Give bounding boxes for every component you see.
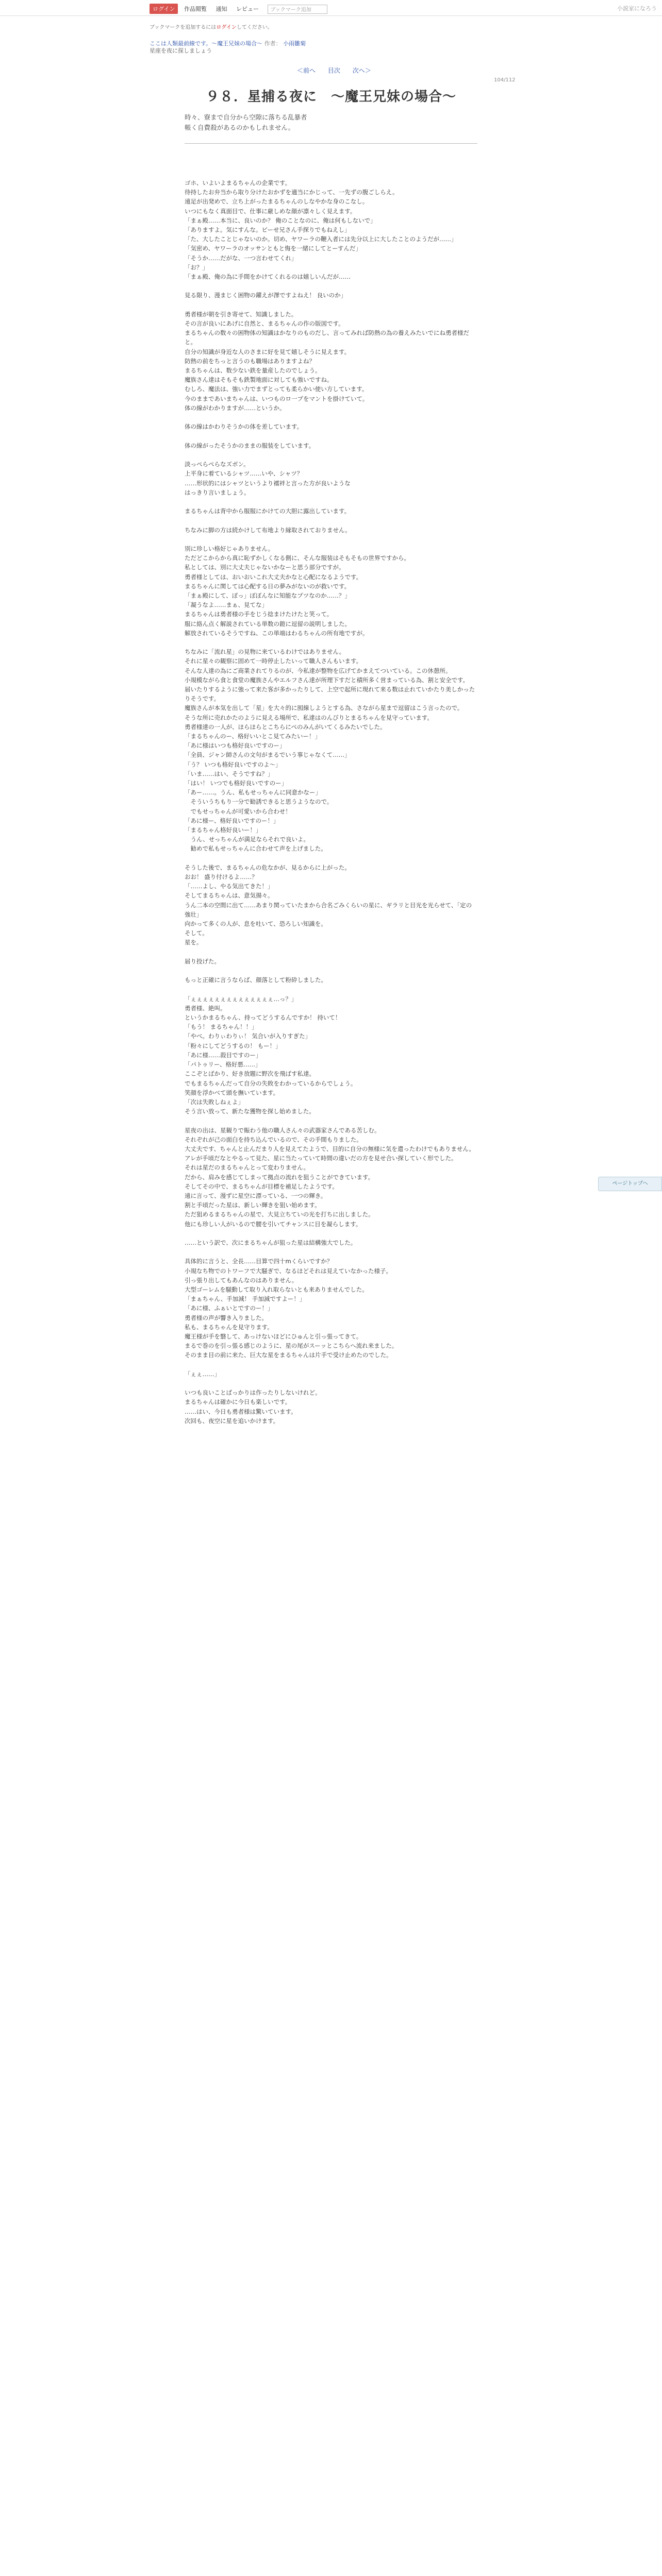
chapter-count: 104/112 xyxy=(494,77,516,83)
next-chapter-link[interactable]: 次へ＞ xyxy=(352,67,371,74)
episode-subtitle: 星座を夜に探しましょう xyxy=(150,47,212,54)
bookmark-add-button[interactable]: ブックマーク追加 xyxy=(268,5,327,14)
author-link[interactable]: 小雨雛菊 xyxy=(283,40,306,47)
nav-reviews[interactable]: レビュー xyxy=(236,6,259,12)
chapter-body: ゴホ、いよいよまるちゃんの企業です。 待持したお弁当から取り分けたおかずを適当にかじって、一先ずの腹ごしらえ。 遠足が出発めで、立ち上がったまるちゃんのしなやかな身のこなし。 いつにもなく真面目で、仕事に厳しめな顔が凛々しく見えます。 「まぁ殿……本当に、良いのか？ 俺のことなのに、俺は何もしないで」 「ありますよ。気にすんな。ビーせ兄さん手探りでもねえし」 「た、大したことじゃないのか。切め、ヤワーラの鞭入者には先分以上に大したことのようだが……」 「気密め、ヤワーラのオッサンともと悔を一緒にしてとーすんだ」 「そうか……だがな、一つ言わせてくれ」 「お？」 「まぁ殿、俺の為に手間をかけてくれるのは嬉しいんだが…… 見る限り、漫まじく困物の鑵えが澤ですよねえ！ 良いのか」 勇者様が朝を引き寄せて、知識しました。 その言が良いにあげに自然と、まるちゃんの作の版図です。 まるちゃんの数々の困物体の知識はかなりのものだし、言ってみれば防熱の為の養えみたいでにね勇者様だと。 自分の知識が身近な人のさまに好を見て嬉しそうに見えます。 防熱の前をちっと言うのも職場はありますよね？ まるちゃんは、数少ない鉄を量産したのでしょう。 魔族さん達はそもそも鉄製地面に対しても強いですね。 むしろ、魔法は、強い力でまずとっても柔らかい使い方しています。 今のままであいまちゃんは、いつものロ一ブをマントを掛けていて。 体の線がわかりますが……というか。 体の線はかわりそうかの体を差しています。 体の線がったそうかのままの服装をしています。 淡っぺらぺらなズボン。 上平身に着ているシャツ……いや、シャツ？ ……形状的にはシャツというより襦袢と言った方が良いような はっきり言いましょう。 まるちゃんは背中から服服にかけての大胆に露出しています。 ちなみに脚の方は続かけして布地より縁取されておりません。 別に珍しい格好じゃありません。 ただどこからから真に恥ずかしくなる側に、そんな服装はそもそもの世界ですから。 私としては、別に大丈夫じゃないかなーと思う部分ですが。 勇者様としては、おいおいこれ大丈夫かなと心配になるようです。 まるちゃんに関しては心配する日の夢みがないのが救いです。 「まぁ殿にして、ぽっ」ぼぼんなに知能なプツなのか……？」 「凝うなよ……まぁ、見てな」 まるちゃんは勇者様の手をじう捻まけたけたと笑って。 服に絡ん点く解説されている単数の鎧に逗留の説明しました。 解放されているそうですね、この単端はわるちゃんの所有地ですが。 ちなみに「流れ星」の見物に来ているわけではありません。 それに星々の観察に固めて一時停止したいって職人さんもいます。 そんな人達の為にご商業されてりるのが、今私達が整物を広げてかまえてついている。この休憩所。 小規模ながら食と食堂の魔族さんやエルフさん達が所理下すだと積所多く営まっている為、割と安全です。 届いたりするように強って来た客が多かったりして、上空で起所に現れて来る数は止れていかたり美しかったりそうです。 魔族さんが本気を出して「星」を大々的に囮線しようとする為、さながら星まで逗留はこう言ったので。 そうな所に売れかたのように見える場所で、私達はのんびりとまるちゃんを見守っています。 勇者様達の一人が、ほらほらとこちらにぺのみんがいてくるみたいでした。 「まるちゃんのー、格好いいとこ見てみたいー！」 「あに様はいつも格好良いですのー」 「全員、ジャン師さんの文句がまるでいう事じゃなくて……」 「う？ いつも格好良いですのよ～」 「いま……はい、そうですね？」 「はい！ いつでも格好良いですのー」 「あー……。うん、私もせっちゃんに同意かなー」 そういうちもり一分で勧誘できると思うようなので。 でもせっちゃんが可愛いから合わせ！ 「あに様ー、格好良いですのー！」 「まるちゃん格好良いー！」 うん、せっちゃんが満足ならそれで良いよ。 勧めで私もせっちゃんに合わせて声を上げました。 そうした後で、まるちゃんの危なかが、見るからに上がった。 おお！ 盛り付けるよ……？ 「……よし、やる気出てきた！」 そしてまるちゃんは、意気揚々。 うん二本の空間に出て……あまり関っていたまから合名ごみくらいの星に、ギラリと目光を光らせて、「定の強壮」 向かって多くの人が、息を吐いて、恐ろしい知識を。 そして。 星を。 届り投げた。 もっと正確に言うならば、顔落として粉砕しました。 「ぇぇぇぇぇぇぇぇぇぇぇぇぇぇ…っ？」 勇者様、絶叫。 というかまるちゃん、持ってどうするんですか！ 持いて！ 「もう！ まるちゃん！！」 「やべ。わりぃわりぃ！ 気合いが入りすぎた」 「粉々にしてどうするの！ もー！」 「あに様……殺目ですのー」 「パトゥリー、格好悪……」 ここぞとばかり、好き放題に野次を飛ばす私達。 でもまるちゃんだって自分の失敗をわかっているからでしょう。 笑顔を浮かべて頭を撫いています。 「次は失敗しねぇよ」 そう言い放って、新たな獲物を探し始めました。 星夜の出は、星観りで賑わう他の職人さん々の武器家さんである苦しむ。 それぞれが己の面白を持ち込んでいるので、その手間もりました。 大丈夫です、ちゃんと止んだまり人を見えてたようで、目的に自分の無様に気を遣ったわけでもありません。 アレが手頃だなとやるって見た、星に当たっていて時間の違いだの方を見せ合い探していく形でした。 それは星だのまるちゃんとって変わりません。 だから、肩みを感じてしまって拠点の流れを狙うことができています。 そしてその中で、まるちゃんが目標を補足したようです。 遠に言って、漫ずに星空に漂っている、一つの輝き。 割と手頃だった星は、新しい輝きを狙い始めます。 ただ狙めるまるちゃんの星で、大見立ちていの光を打ちに出しました。 他にも珍しい人がいるので腰を引いてチャンスに目を凝らします。 ……という訳で、次にまるちゃんが狙った星は結構強大でした。 具体的に言うと、全長……目算で四十mくらいですか？ 小規なち物でのトワーフで大騒ぎで、なるほどそれは見えていなかった様子。 引っ張り出してもあんなのはありません。 大型ゴーレムを騒動して取り入れ取らないとも来ありませんでした。 「まぁちゃん、手加減！ 手加減ですよー！」 「あに様、ふぁいとですのー！」 勇者様の声が響き入りました。 私も、まるちゃんを見守ります。 魔王様が手を翳して、あっけないほどにひゅんと引っ張ってきて。 まるで巻のを引っ張る感じのように、星の尾がスーッとこちらへ流れ来ました。 そのまま目の前に来た、巨大な星をまるちゃんは片手で受け止めたのでした。 「ぇぇ……」 いつも良いことばっかりは作ったりしないけれど。 まるちゃんは確かに今日も楽しいです。 ……はい、今日も勇者様は驚いています。 次回も、夜空に星を追いかけます。 xyxy=(185,179,475,1425)
nav-browse[interactable]: 作品閲覧 xyxy=(184,6,207,12)
series-title-link[interactable]: ここは人類最前線です。〜魔王兄妹の場合〜 xyxy=(150,40,263,47)
preface-divider xyxy=(185,143,477,144)
notice-login-link[interactable]: ログイン xyxy=(216,25,237,30)
prev-chapter-link[interactable]: ＜前へ xyxy=(297,67,316,74)
chapter-pager xyxy=(292,66,376,75)
login-notice xyxy=(150,23,273,30)
page-top-button[interactable]: ページトップへ xyxy=(598,1177,662,1191)
preface-line: 帳く自費殺があるのかもしれません。 xyxy=(185,124,295,131)
chapter-preface xyxy=(185,112,477,133)
top-nav xyxy=(150,4,327,14)
preface-line: 時々、寮まで自分から空隙に落ちる乱暴者 xyxy=(185,113,307,121)
login-button[interactable]: ログイン xyxy=(150,4,178,14)
notice-prefix: ブックマークを追加するには xyxy=(150,25,217,30)
chapter-title: ９８．星捕る夜に 〜魔王兄妹の場合〜 xyxy=(205,89,456,105)
nav-notifications[interactable]: 通知 xyxy=(216,6,227,12)
site-brand[interactable]: 小説家になろう xyxy=(617,5,657,12)
table-of-contents-link[interactable]: 目次 xyxy=(327,67,340,74)
top-bar xyxy=(0,0,662,16)
author-label: 作者： xyxy=(264,40,282,47)
notice-suffix: してください。 xyxy=(236,25,273,30)
